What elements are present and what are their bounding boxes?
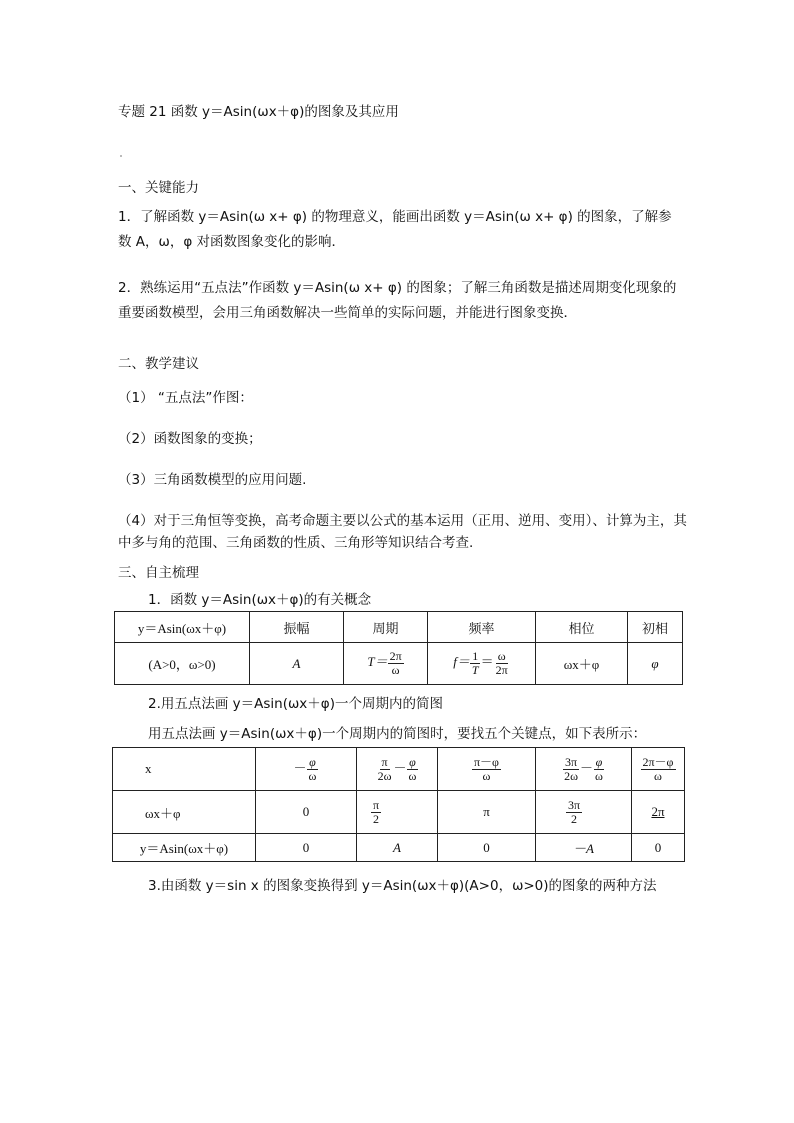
section-1-paragraph-2: 2．熟练运用“五点法”作函数 y＝Asin(ω x+ φ) 的图象；了解三角函数是描述周期变化现象的重要函数模型，会用三角函数解决一些简单的实际问题，并能进行图象变换． <box>118 280 677 321</box>
x-value-2-minus: － <box>393 760 407 776</box>
x-value-4-fraction-a <box>562 756 580 782</box>
five-point-row-label-x: x <box>113 748 256 791</box>
concept-header-frequency: 频率 <box>428 612 536 643</box>
phase-value-2 <box>357 791 438 834</box>
concept-header-function: y＝Asin(ωx＋φ) <box>115 612 250 643</box>
x-value-1 <box>256 748 357 791</box>
frequency-numerator-2: ω <box>497 649 506 664</box>
section-1-heading: 一、关键能力 <box>118 180 199 196</box>
x-value-2 <box>357 748 438 791</box>
x-value-3 <box>438 748 536 791</box>
concept-initial-phase-value: φ <box>628 643 683 685</box>
teaching-item-4: （4）对于三角恒等变换，高考命题主要以公式的基本运用（正用、逆用、变用）、计算为主，其中多与角的范围、三角函数的性质、三角形等知识结合考查. <box>118 513 687 551</box>
x-value-2-denominator-b: ω <box>408 768 417 783</box>
phase-value-3: π <box>438 791 536 834</box>
frequency-denominator-1: T <box>471 663 479 677</box>
x-value-5-fraction <box>641 756 676 782</box>
subsection-1-title: 1．函数 y＝Asin(ωx＋φ)的有关概念 <box>148 592 372 608</box>
x-value-4-denominator-b: ω <box>595 768 603 783</box>
x-value-2-fraction-a <box>376 756 394 782</box>
subsection-2-description: 用五点法画 y＝Asin(ωx＋φ)一个周期内的简图时，要找五个关键点，如下表所示： <box>148 726 647 742</box>
x-value-2-fraction-b <box>407 756 419 782</box>
five-point-row-label-phase: ωx＋φ <box>113 791 256 834</box>
x-value-4-minus: － <box>579 760 593 776</box>
x-value-5-numerator: 2π－φ <box>642 754 674 769</box>
y-value-4: －A <box>536 834 632 862</box>
x-value-3-fraction <box>472 756 501 782</box>
period-numerator: 2π <box>389 649 402 664</box>
x-value-4-fraction-b <box>593 756 605 782</box>
phase-value-4-denominator: 2 <box>571 811 578 826</box>
x-value-3-numerator: π－φ <box>474 754 499 769</box>
phase-value-2-denominator: 2 <box>373 811 380 826</box>
phase-value-4-numerator: 3π <box>568 797 581 812</box>
phase-value-4-fraction <box>566 799 582 825</box>
x-value-4-numerator-a: 3π <box>565 754 578 769</box>
x-value-1-denominator: ω <box>308 768 317 783</box>
section-2-heading: 二、教学建议 <box>118 356 199 372</box>
subsection-2-title: 2.用五点法画 y＝Asin(ωx＋φ)一个周期内的简图 <box>148 696 443 712</box>
frequency-fraction-1 <box>470 650 481 676</box>
phase-value-5 <box>632 791 685 834</box>
y-value-3: 0 <box>438 834 536 862</box>
teaching-item-2: （2）函数图象的变换； <box>118 431 262 447</box>
x-value-5 <box>632 748 685 791</box>
concept-frequency-value <box>428 643 536 685</box>
concept-period-value <box>344 643 428 685</box>
frequency-numerator-1: 1 <box>472 649 479 664</box>
x-value-3-denominator: ω <box>482 768 491 783</box>
scan-dot <box>120 155 122 157</box>
phase-value-1: 0 <box>256 791 357 834</box>
concept-header-initial-phase: 初相 <box>628 612 683 643</box>
phase-value-4 <box>536 791 632 834</box>
frequency-equals: ＝ <box>480 654 494 670</box>
x-value-4 <box>536 748 632 791</box>
document-title: 专题 21 函数 y＝Asin(ωx＋φ)的图象及其应用 <box>118 104 399 120</box>
section-1-paragraph-1: 1．了解函数 y＝Asin(ω x+ φ) 的物理意义，能画出函数 y＝Asin(ω x+ φ) 的图象，了解参数 A，ω，φ 对函数图象变化的影响． <box>118 209 672 250</box>
y-value-1: 0 <box>256 834 357 862</box>
x-value-2-denominator-a: 2ω <box>377 768 392 783</box>
concept-header-phase: 相位 <box>536 612 628 643</box>
concept-row-condition: (A>0，ω>0) <box>115 643 250 685</box>
concept-header-amplitude: 振幅 <box>250 612 344 643</box>
phase-value-2-fraction <box>371 799 381 825</box>
x-value-2-numerator-a: π <box>381 754 388 769</box>
phase-value-2-numerator: π <box>373 797 380 812</box>
frequency-prefix: f＝ <box>453 654 470 670</box>
phase-value-5-text: 2π <box>651 804 665 819</box>
concept-header-period: 周期 <box>344 612 428 643</box>
section-3-heading: 三、自主梳理 <box>118 565 199 581</box>
x-value-1-minus: － <box>293 760 307 776</box>
period-denominator: ω <box>391 663 400 677</box>
frequency-denominator-2: 2π <box>495 663 508 677</box>
period-fraction <box>388 650 404 676</box>
y-value-2: A <box>357 834 438 862</box>
concept-phase-value: ωx＋φ <box>536 643 628 685</box>
five-point-row-label-y: y＝Asin(ωx＋φ) <box>113 834 256 862</box>
concept-amplitude-value: A <box>250 643 344 685</box>
x-value-1-fraction <box>307 756 319 782</box>
x-value-4-numerator-b: φ <box>595 754 603 769</box>
teaching-item-1: （1） “五点法”作图： <box>118 390 253 406</box>
subsection-3-title: 3.由函数 y＝sin x 的图象变换得到 y＝Asin(ωx＋φ)(A>0，ω>0)的图象的两种方法 <box>148 878 657 894</box>
frequency-fraction-2 <box>494 650 510 676</box>
five-point-table <box>112 747 685 862</box>
y-value-5: 0 <box>632 834 685 862</box>
x-value-4-denominator-a: 2ω <box>564 768 578 783</box>
x-value-2-numerator-b: φ <box>409 754 416 769</box>
x-value-5-denominator: ω <box>654 768 662 783</box>
teaching-item-3: （3）三角函数模型的应用问题. <box>118 472 307 488</box>
period-prefix: T＝ <box>367 654 388 670</box>
concept-table <box>114 611 683 685</box>
x-value-1-numerator: φ <box>309 754 316 769</box>
